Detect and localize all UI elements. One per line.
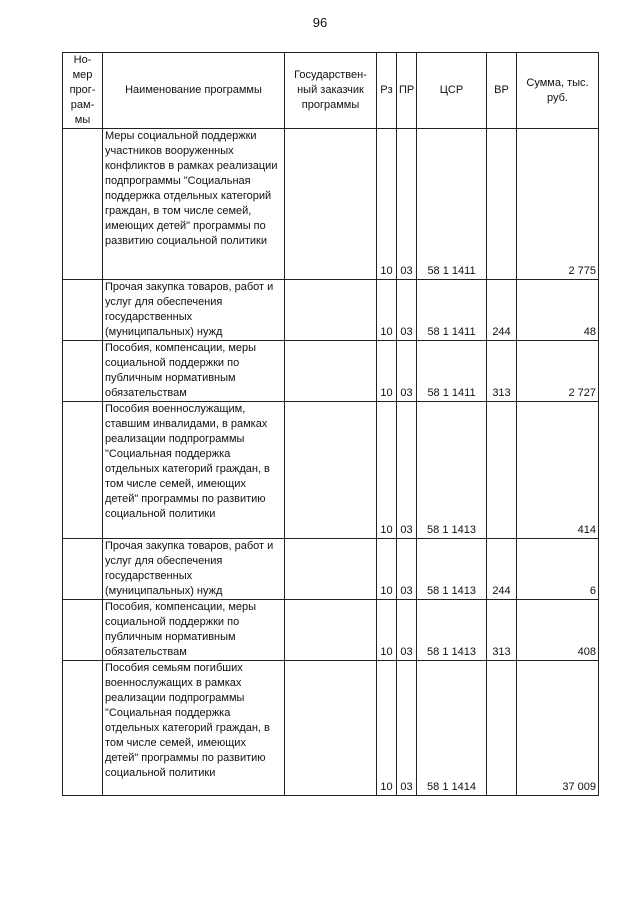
header-csr: ЦСР [417,53,487,129]
cell-pr: 03 [397,539,417,600]
table-row [63,341,599,402]
cell-csr: 58 1 1414 [417,661,487,796]
cell-program-number [63,280,103,341]
cell-state-customer [285,341,377,402]
table-row [63,661,599,796]
cell-vr [487,402,517,539]
page-number: 96 [312,15,328,30]
cell-program-name: Пособия семьям погибших военнослужащих в рамках реализации подпрограммы "Социальная поддержка отдельных категорий граждан, в том числе семей, имеющих детей" программы по развитию социальной политики [103,661,285,796]
cell-vr [487,661,517,796]
cell-csr: 58 1 1411 [417,280,487,341]
cell-rz: 10 [377,129,397,280]
cell-rz: 10 [377,600,397,661]
cell-state-customer [285,539,377,600]
header-vr: ВР [487,53,517,129]
cell-vr: 313 [487,600,517,661]
cell-csr: 58 1 1411 [417,341,487,402]
cell-csr: 58 1 1411 [417,129,487,280]
cell-program-name: Пособия, компенсации, меры социальной поддержки по публичным нормативным обязательствам [103,600,285,661]
header-program-number: Но-мер прог-рам-мы [63,53,103,129]
cell-program-number [63,341,103,402]
cell-program-name: Меры социальной поддержки участников вооруженных конфликтов в рамках реализации подпрограммы "Социальная поддержка отдельных категорий граждан, в том числе семей, имеющих детей" программы по развитию социальной политики [103,129,285,280]
cell-pr: 03 [397,402,417,539]
header-sum: Сумма, тыс. руб. [517,53,599,129]
cell-sum: 6 [517,539,599,600]
cell-program-name: Прочая закупка товаров, работ и услуг для обеспечения государственных (муниципальных) нужд [103,539,285,600]
table-row [63,600,599,661]
cell-pr: 03 [397,341,417,402]
cell-sum: 414 [517,402,599,539]
header-program-name: Наименование программы [103,53,285,129]
cell-state-customer [285,661,377,796]
table-row [63,129,599,280]
cell-pr: 03 [397,600,417,661]
cell-program-name: Пособия, компенсации, меры социальной поддержки по публичным нормативным обязательствам [103,341,285,402]
table-row [63,539,599,600]
cell-rz: 10 [377,402,397,539]
cell-sum: 2 775 [517,129,599,280]
cell-program-name: Пособия военнослужащим, ставшим инвалидами, в рамках реализации подпрограммы "Социальная поддержка отдельных категорий граждан, в том числе семей, имеющих детей" программы по развитию социальной политики [103,402,285,539]
cell-vr: 244 [487,539,517,600]
cell-rz: 10 [377,539,397,600]
cell-pr: 03 [397,129,417,280]
cell-state-customer [285,600,377,661]
cell-sum: 48 [517,280,599,341]
header-state-customer: Государствен-ный заказчик программы [285,53,377,129]
header-rz: Рз [377,53,397,129]
budget-table [62,52,599,796]
cell-rz: 10 [377,280,397,341]
cell-pr: 03 [397,661,417,796]
cell-vr: 244 [487,280,517,341]
cell-vr [487,129,517,280]
cell-pr: 03 [397,280,417,341]
cell-sum: 408 [517,600,599,661]
header-pr: ПР [397,53,417,129]
cell-program-number [63,402,103,539]
cell-program-number [63,539,103,600]
cell-program-number [63,129,103,280]
cell-csr: 58 1 1413 [417,402,487,539]
cell-state-customer [285,402,377,539]
cell-program-name: Прочая закупка товаров, работ и услуг для обеспечения государственных (муниципальных) нужд [103,280,285,341]
cell-csr: 58 1 1413 [417,539,487,600]
table-row [63,280,599,341]
header-row [63,53,599,129]
cell-rz: 10 [377,661,397,796]
cell-sum: 37 009 [517,661,599,796]
cell-program-number [63,600,103,661]
cell-state-customer [285,129,377,280]
cell-rz: 10 [377,341,397,402]
cell-vr: 313 [487,341,517,402]
cell-csr: 58 1 1413 [417,600,487,661]
cell-program-number [63,661,103,796]
table-row [63,402,599,539]
cell-state-customer [285,280,377,341]
cell-sum: 2 727 [517,341,599,402]
